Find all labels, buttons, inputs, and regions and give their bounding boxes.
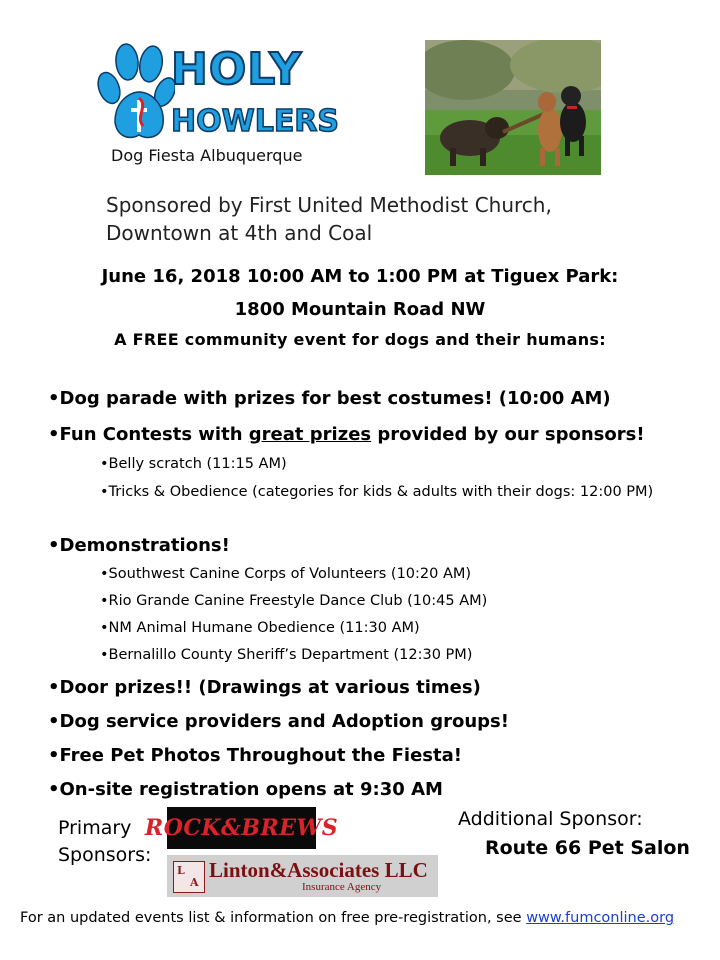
footer-text: For an updated events list & information on free pre-registration, see [20, 910, 527, 926]
contests-text-pre: •Fun Contests with [48, 424, 249, 445]
contests-text-post: provided by our sponsors! [371, 424, 645, 445]
contest-item-belly-scratch: •Belly scratch (11:15 AM) [100, 456, 287, 472]
church-location-line: Downtown at 4th and Coal [106, 221, 373, 245]
demo-item-bernalillo-sheriff: •Bernalillo County Sheriff’s Department (12:30 PM) [100, 647, 473, 663]
bullet-free-pet-photos: •Free Pet Photos Throughout the Fiesta! [48, 745, 462, 766]
demo-item-rio-grande: •Rio Grande Canine Freestyle Dance Club (10:45 AM) [100, 593, 488, 609]
bullet-demonstrations: •Demonstrations! [48, 535, 230, 556]
additional-sponsor-name: Route 66 Pet Salon [485, 837, 690, 859]
logo-title-holy: HOLY [171, 44, 303, 95]
dogs-playing-photo [425, 40, 601, 175]
bullet-onsite-registration: •On-site registration opens at 9:30 AM [48, 779, 443, 800]
contest-item-tricks-obedience: •Tricks & Obedience (categories for kids & adults with their dogs: 12:00 PM) [100, 484, 654, 500]
event-date-line: June 16, 2018 10:00 AM to 1:00 PM at Tiguex Park: [101, 266, 619, 287]
bullet-fun-contests [48, 424, 645, 445]
additional-sponsor-label: Additional Sponsor: [458, 808, 643, 830]
sponsored-by-line: Sponsored by First United Methodist Church, [106, 193, 552, 217]
event-address: 1800 Mountain Road NW [234, 299, 486, 320]
demo-item-southwest-canine: •Southwest Canine Corps of Volunteers (10:20 AM) [100, 566, 472, 582]
paw-print-icon [95, 40, 175, 145]
linton-monogram-icon: L A [173, 861, 205, 893]
logo-subtitle: Dog Fiesta Albuquerque [111, 146, 303, 165]
logo-title-howlers: HOWLERS [171, 104, 340, 139]
demo-item-nm-animal-humane: •NM Animal Humane Obedience (11:30 AM) [100, 620, 420, 636]
rock-and-brews-logo [144, 807, 339, 849]
footer-note [20, 910, 674, 926]
holy-howlers-logo [95, 40, 340, 170]
primary-label-line1: Primary [58, 817, 132, 839]
primary-sponsors-label [58, 815, 151, 869]
linton-associates-logo [167, 855, 438, 897]
linton-logo-name: Linton&Associates LLC [209, 858, 428, 882]
primary-label-line2: Sponsors: [58, 844, 152, 866]
bullet-service-providers: •Dog service providers and Adoption groups! [48, 711, 509, 732]
event-tagline: A FREE community event for dogs and their humans: [114, 330, 606, 349]
linton-logo-subtitle: Insurance Agency [302, 881, 382, 893]
great-prizes-text: great prizes [248, 424, 372, 445]
bullet-dog-parade: •Dog parade with prizes for best costumes! (10:00 AM) [48, 388, 611, 409]
bullet-door-prizes: •Door prizes!! (Drawings at various times) [48, 677, 481, 698]
fumconline-link[interactable]: www.fumconline.org [526, 910, 675, 926]
rock-brews-logo-text: ROCK&BREWS [144, 815, 339, 841]
